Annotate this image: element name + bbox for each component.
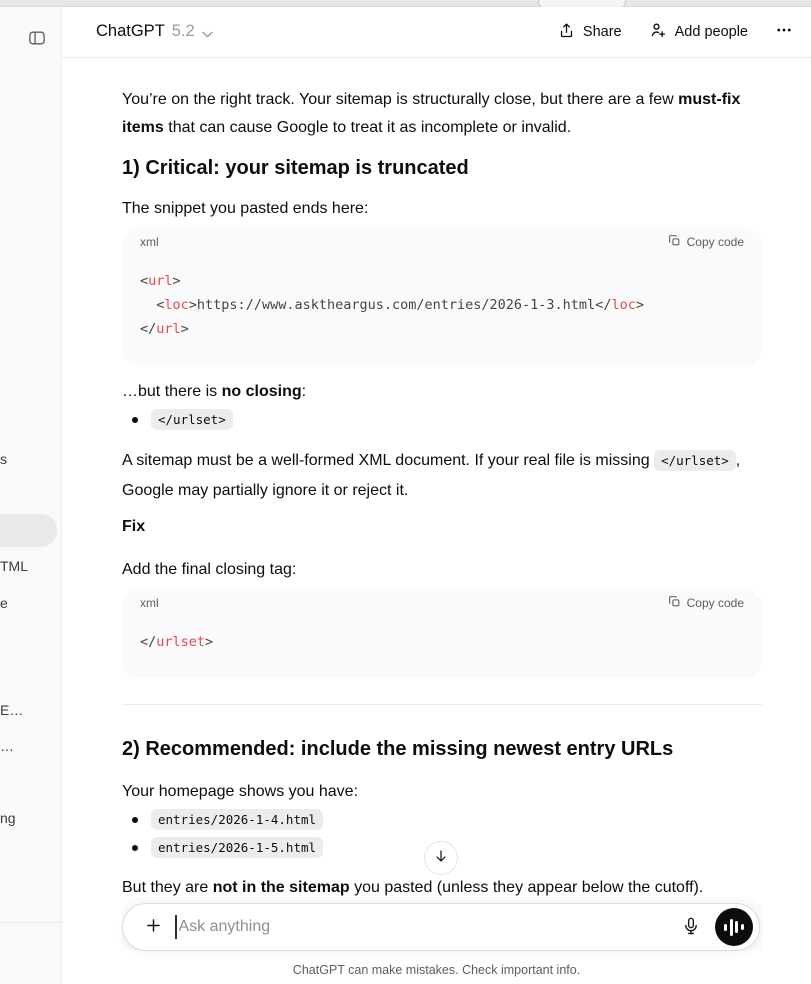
sidebar-item-truncated[interactable]: TML	[0, 558, 28, 574]
list-item	[132, 809, 323, 830]
more-options-icon	[775, 21, 793, 43]
section-heading-recommended: 2) Recommended: include the missing newest entry URLs	[122, 738, 674, 760]
dictate-button[interactable]	[675, 911, 707, 943]
section-heading-fix: Fix	[122, 518, 146, 535]
sidebar-item-truncated[interactable]: e	[0, 595, 8, 611]
assistant-paragraph-wellformed: A sitemap must be a well-formed XML document. If your real file is missing </urlset> , Google may partially ignore it or reject it.	[122, 452, 741, 499]
browser-chrome-strip	[0, 0, 811, 7]
bullet-icon	[132, 417, 138, 423]
text-caret	[175, 915, 177, 939]
code-content: </urlset>	[140, 634, 214, 650]
bullet-icon	[132, 817, 138, 823]
copy-code-label: Copy code	[686, 234, 744, 249]
assistant-paragraph-snippet: The snippet you pasted ends here:	[122, 200, 369, 217]
sidebar-item-truncated[interactable]: ng	[0, 810, 16, 826]
sidebar	[0, 7, 62, 984]
copy-code-button[interactable]	[668, 595, 744, 611]
chevron-down-icon	[202, 25, 213, 43]
attach-button[interactable]	[139, 913, 167, 941]
share-button[interactable]	[558, 22, 622, 43]
copy-icon	[668, 234, 681, 250]
code-block-header	[122, 589, 762, 610]
voice-mode-button[interactable]	[715, 908, 753, 946]
copy-code-label: Copy code	[686, 595, 744, 610]
assistant-paragraph-homepage: Your homepage shows you have:	[122, 783, 359, 800]
composer	[122, 903, 760, 951]
copy-code-button[interactable]	[668, 234, 744, 250]
list-item	[132, 837, 323, 858]
inline-code-urlset: </urlset>	[654, 450, 736, 471]
message-input[interactable]	[179, 918, 676, 936]
sidebar-item-truncated[interactable]: …	[0, 738, 14, 754]
inline-code-urlset: </urlset>	[151, 409, 233, 430]
code-content: <url> <loc>https://www.asktheargus.com/entries/2026-1-3.html</loc> </url>	[140, 273, 644, 337]
sidebar-item-active[interactable]	[0, 514, 57, 547]
code-block-closing-tag	[122, 589, 762, 678]
share-icon	[558, 22, 575, 43]
conversation-header	[62, 7, 811, 58]
more-options-button[interactable]	[775, 21, 793, 43]
assistant-paragraph-intro: You’re on the right track. Your sitemap is structurally close, but there are a few must-fix items that can cause Google to treat it as incomplete or invalid.	[122, 91, 741, 136]
section-divider	[122, 704, 762, 705]
assistant-paragraph-not-in-sitemap: But they are not in the sitemap you pasted (unless they appear below the cutoff).	[122, 879, 704, 896]
share-label: Share	[582, 24, 622, 40]
voice-mode-icon	[724, 924, 727, 931]
arrow-down-icon	[433, 848, 449, 869]
model-version: 5.2	[171, 21, 195, 40]
code-block-sitemap-snippet	[122, 228, 762, 365]
add-people-button[interactable]	[649, 21, 748, 43]
copy-icon	[668, 595, 681, 611]
sidebar-toggle-icon	[27, 28, 47, 53]
disclaimer-text: ChatGPT can make mistakes. Check important info.	[292, 963, 581, 977]
plus-icon	[144, 916, 163, 938]
sidebar-toggle-button[interactable]	[19, 22, 55, 58]
header-actions	[558, 21, 793, 43]
inline-code-entry4: entries/2026-1-4.html	[151, 809, 323, 830]
assistant-paragraph-no-closing: …but there is no closing:	[122, 383, 307, 400]
app-title: ChatGPT	[96, 21, 165, 40]
code-language-label: xml	[140, 595, 159, 610]
assistant-paragraph-add-tag: Add the final closing tag:	[122, 561, 297, 578]
section-heading-critical: 1) Critical: your sitemap is truncated	[122, 157, 469, 179]
scroll-to-bottom-button[interactable]	[424, 841, 458, 875]
code-block-header	[122, 228, 762, 249]
sidebar-item-truncated[interactable]: s	[0, 451, 7, 467]
add-people-label: Add people	[674, 24, 748, 40]
sidebar-item-truncated[interactable]: E…	[0, 702, 24, 718]
code-language-label: xml	[140, 234, 159, 249]
inline-code-entry5: entries/2026-1-5.html	[151, 837, 323, 858]
sidebar-divider	[0, 922, 62, 923]
bullet-icon	[132, 845, 138, 851]
model-switcher[interactable]	[96, 22, 213, 43]
microphone-icon	[681, 916, 701, 939]
add-people-icon	[649, 21, 667, 43]
list-item	[132, 409, 233, 430]
